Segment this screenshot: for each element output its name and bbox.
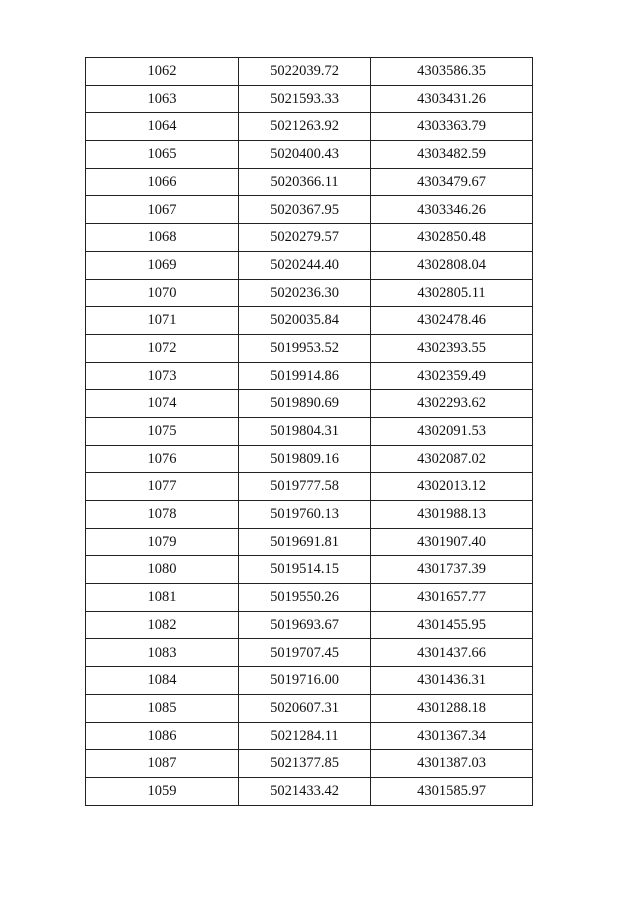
table-row <box>86 473 533 501</box>
table-row <box>86 722 533 750</box>
table-row <box>86 445 533 473</box>
x-coordinate-cell: 5019693.67 <box>239 611 371 639</box>
x-coordinate-cell: 5020244.40 <box>239 251 371 279</box>
y-coordinate-cell: 4302293.62 <box>371 390 533 418</box>
x-coordinate-cell: 5020367.95 <box>239 196 371 224</box>
table-row <box>86 168 533 196</box>
x-coordinate-cell: 5019760.13 <box>239 501 371 529</box>
table-body <box>86 58 533 806</box>
y-coordinate-cell: 4303363.79 <box>371 113 533 141</box>
table-row <box>86 196 533 224</box>
x-coordinate-cell: 5019890.69 <box>239 390 371 418</box>
x-coordinate-cell: 5022039.72 <box>239 58 371 86</box>
table-row <box>86 528 533 556</box>
table-row <box>86 251 533 279</box>
point-number-cell: 1085 <box>86 694 239 722</box>
point-number-cell: 1078 <box>86 501 239 529</box>
x-coordinate-cell: 5019777.58 <box>239 473 371 501</box>
table-row <box>86 611 533 639</box>
y-coordinate-cell: 4303346.26 <box>371 196 533 224</box>
table-row <box>86 777 533 805</box>
x-coordinate-cell: 5020035.84 <box>239 307 371 335</box>
y-coordinate-cell: 4302087.02 <box>371 445 533 473</box>
y-coordinate-cell: 4301387.03 <box>371 750 533 778</box>
y-coordinate-cell: 4303431.26 <box>371 85 533 113</box>
y-coordinate-cell: 4302091.53 <box>371 417 533 445</box>
x-coordinate-cell: 5021377.85 <box>239 750 371 778</box>
table-row <box>86 417 533 445</box>
point-number-cell: 1084 <box>86 667 239 695</box>
x-coordinate-cell: 5019809.16 <box>239 445 371 473</box>
point-number-cell: 1064 <box>86 113 239 141</box>
point-number-cell: 1075 <box>86 417 239 445</box>
point-number-cell: 1059 <box>86 777 239 805</box>
x-coordinate-cell: 5019804.31 <box>239 417 371 445</box>
point-number-cell: 1070 <box>86 279 239 307</box>
table-row <box>86 279 533 307</box>
table-row <box>86 85 533 113</box>
y-coordinate-cell: 4301436.31 <box>371 667 533 695</box>
table-row <box>86 667 533 695</box>
y-coordinate-cell: 4301907.40 <box>371 528 533 556</box>
point-number-cell: 1086 <box>86 722 239 750</box>
point-number-cell: 1087 <box>86 750 239 778</box>
x-coordinate-cell: 5019691.81 <box>239 528 371 556</box>
x-coordinate-cell: 5019707.45 <box>239 639 371 667</box>
point-number-cell: 1074 <box>86 390 239 418</box>
point-number-cell: 1063 <box>86 85 239 113</box>
y-coordinate-cell: 4303479.67 <box>371 168 533 196</box>
y-coordinate-cell: 4302850.48 <box>371 224 533 252</box>
y-coordinate-cell: 4301367.34 <box>371 722 533 750</box>
table-row <box>86 113 533 141</box>
y-coordinate-cell: 4302478.46 <box>371 307 533 335</box>
x-coordinate-cell: 5021284.11 <box>239 722 371 750</box>
y-coordinate-cell: 4301585.97 <box>371 777 533 805</box>
x-coordinate-cell: 5020236.30 <box>239 279 371 307</box>
point-number-cell: 1069 <box>86 251 239 279</box>
table-row <box>86 307 533 335</box>
table-row <box>86 694 533 722</box>
point-number-cell: 1071 <box>86 307 239 335</box>
table-row <box>86 58 533 86</box>
y-coordinate-cell: 4301455.95 <box>371 611 533 639</box>
y-coordinate-cell: 4302393.55 <box>371 334 533 362</box>
point-number-cell: 1067 <box>86 196 239 224</box>
x-coordinate-cell: 5019953.52 <box>239 334 371 362</box>
y-coordinate-cell: 4303482.59 <box>371 141 533 169</box>
table-row <box>86 224 533 252</box>
y-coordinate-cell: 4301288.18 <box>371 694 533 722</box>
coordinates-table <box>85 57 533 806</box>
point-number-cell: 1080 <box>86 556 239 584</box>
x-coordinate-cell: 5019514.15 <box>239 556 371 584</box>
point-number-cell: 1079 <box>86 528 239 556</box>
y-coordinate-cell: 4302359.49 <box>371 362 533 390</box>
x-coordinate-cell: 5020366.11 <box>239 168 371 196</box>
point-number-cell: 1083 <box>86 639 239 667</box>
table-row <box>86 584 533 612</box>
point-number-cell: 1082 <box>86 611 239 639</box>
x-coordinate-cell: 5020607.31 <box>239 694 371 722</box>
point-number-cell: 1065 <box>86 141 239 169</box>
x-coordinate-cell: 5021593.33 <box>239 85 371 113</box>
y-coordinate-cell: 4301988.13 <box>371 501 533 529</box>
table-row <box>86 501 533 529</box>
x-coordinate-cell: 5020400.43 <box>239 141 371 169</box>
x-coordinate-cell: 5021433.42 <box>239 777 371 805</box>
x-coordinate-cell: 5020279.57 <box>239 224 371 252</box>
x-coordinate-cell: 5019550.26 <box>239 584 371 612</box>
table-row <box>86 750 533 778</box>
y-coordinate-cell: 4302808.04 <box>371 251 533 279</box>
table-row <box>86 141 533 169</box>
point-number-cell: 1073 <box>86 362 239 390</box>
table-row <box>86 390 533 418</box>
point-number-cell: 1066 <box>86 168 239 196</box>
table-row <box>86 334 533 362</box>
point-number-cell: 1077 <box>86 473 239 501</box>
y-coordinate-cell: 4301437.66 <box>371 639 533 667</box>
y-coordinate-cell: 4301657.77 <box>371 584 533 612</box>
point-number-cell: 1068 <box>86 224 239 252</box>
table-row <box>86 639 533 667</box>
point-number-cell: 1062 <box>86 58 239 86</box>
table-row <box>86 362 533 390</box>
point-number-cell: 1081 <box>86 584 239 612</box>
y-coordinate-cell: 4303586.35 <box>371 58 533 86</box>
y-coordinate-cell: 4302805.11 <box>371 279 533 307</box>
table-row <box>86 556 533 584</box>
point-number-cell: 1072 <box>86 334 239 362</box>
y-coordinate-cell: 4301737.39 <box>371 556 533 584</box>
x-coordinate-cell: 5019914.86 <box>239 362 371 390</box>
x-coordinate-cell: 5019716.00 <box>239 667 371 695</box>
x-coordinate-cell: 5021263.92 <box>239 113 371 141</box>
point-number-cell: 1076 <box>86 445 239 473</box>
y-coordinate-cell: 4302013.12 <box>371 473 533 501</box>
